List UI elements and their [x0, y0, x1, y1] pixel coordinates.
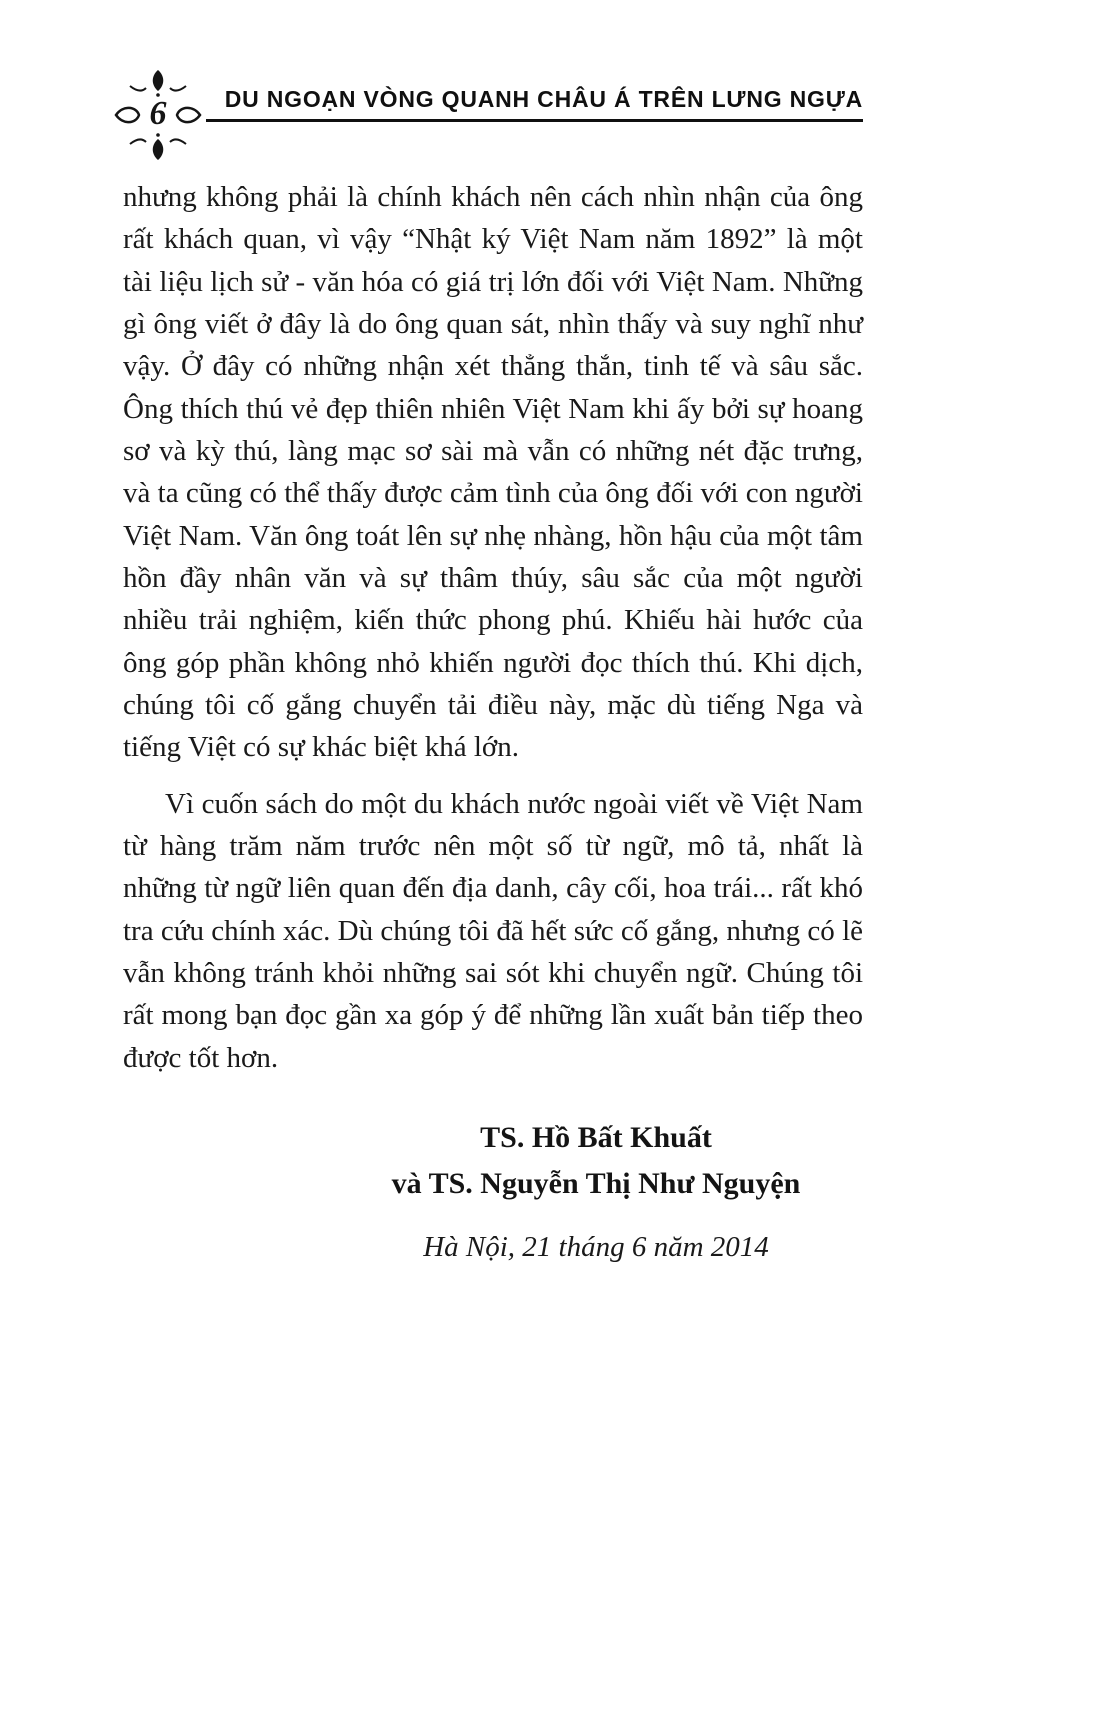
- signature-line-2: và TS. Nguyễn Thị Như Nguyện: [391, 1167, 801, 1201]
- dateline: Hà Nội, 21 tháng 6 năm 2014: [423, 1230, 769, 1263]
- body-paragraph: nhưng không phải là chính khách nên cách nhìn nhận của ông rất khách quan, vì vậy “Nhật ký Việt Nam năm 1892” là một tài liệu lịch sử - văn hóa có giá trị lớn đối với Việt Nam. Những gì ông viết ở đây là do ông quan sát, nhìn thấy và suy nghĩ như vậy. Ở đây có những nhận xét thẳng thắn, tinh tế và sâu sắc. Ông thích thú vẻ đẹp thiên nhiên Việt Nam khi ấy bởi sự hoang sơ và kỳ thú, làng mạc sơ sài mà vẫn có những nét đặc trưng, và ta cũng có thể thấy được cảm tình của ông đối với con người Việt Nam. Văn ông toát lên sự nhẹ nhàng, hồn hậu của một tâm hồn đầy nhân văn và sự thâm thúy, sâu sắc của một người nhiều trải nghiệm, kiến thức phong phú. Khiếu hài hước của ông góp phần không nhỏ khiến người đọc thích thú. Khi dịch, chúng tôi cố gắng chuyển tải điều này, mặc dù tiếng Nga và tiếng Việt có sự khác biệt khá lớn.: [123, 181, 863, 764]
- page-number-ornament: [112, 68, 204, 162]
- body-text: [123, 176, 863, 1268]
- body-paragraph: Vì cuốn sách do một du khách nước ngoài viết về Việt Nam từ hàng trăm năm trước nên một số từ ngữ, mô tả, nhất là những từ ngữ liên quan đến địa danh, cây cối, hoa trái... rất khó tra cứu chính xác. Dù chúng tôi đã hết sức cố gắng, nhưng có lẽ vẫn không tránh khỏi những sai sót khi chuyển ngữ. Chúng tôi rất mong bạn đọc gần xa góp ý để những lần xuất bản tiếp theo được tốt hơn.: [123, 787, 863, 1074]
- running-header-title: DU NGOẠN VÒNG QUANH CHÂU Á TRÊN LƯNG NGỰA: [224, 86, 863, 112]
- header-rule: [206, 119, 863, 122]
- page-number: 6: [149, 95, 167, 132]
- signature-line-1: TS. Hồ Bất Khuất: [480, 1120, 712, 1154]
- signature-block: [226, 1115, 966, 1268]
